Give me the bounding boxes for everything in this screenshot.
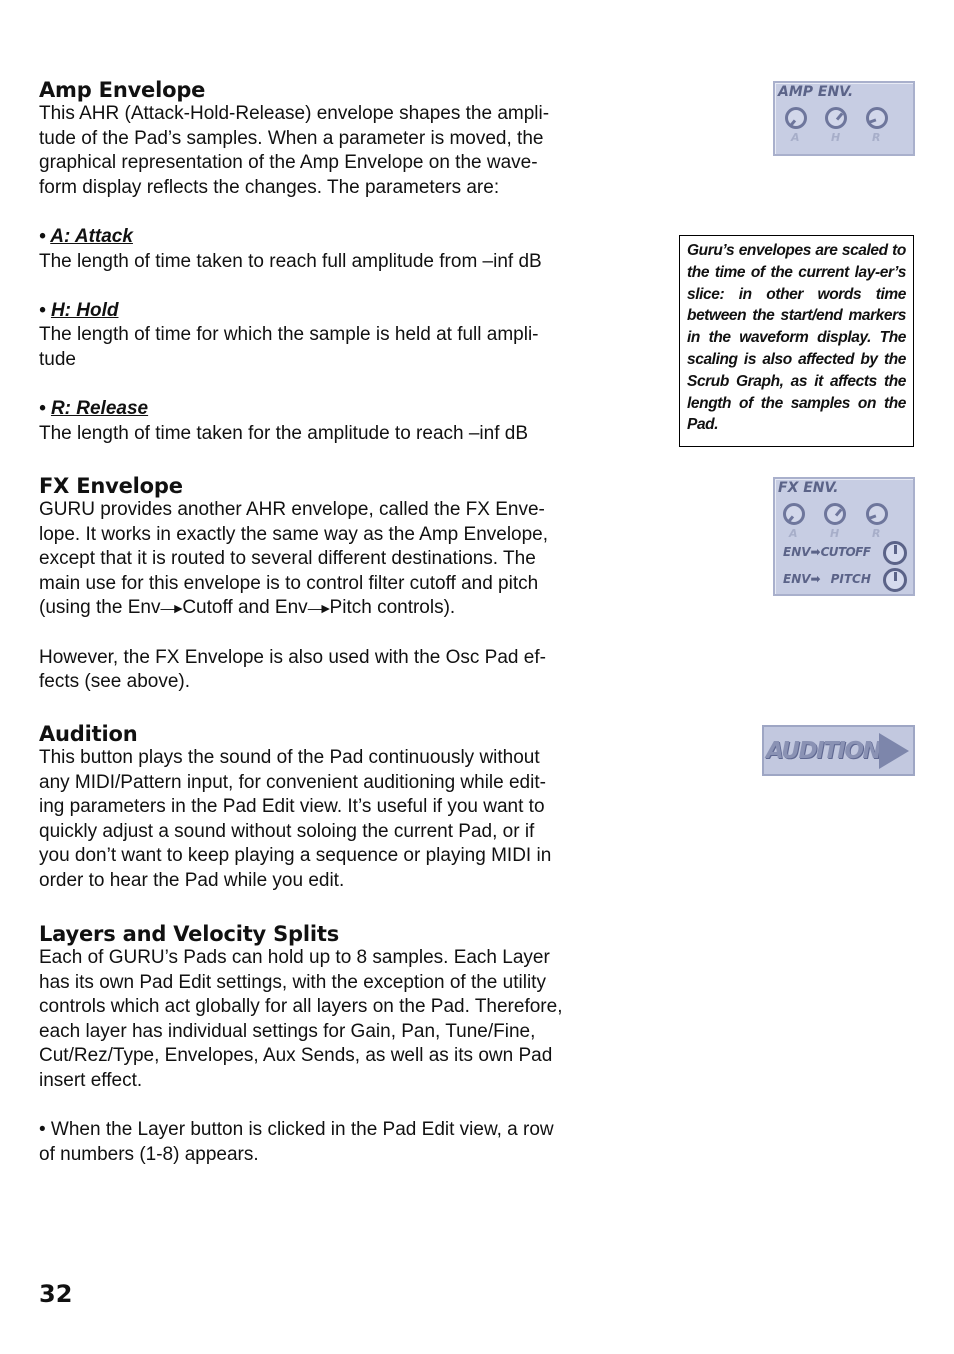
fx-envelope-heading: FX Envelope xyxy=(39,474,183,498)
amp-envelope-section xyxy=(39,78,604,446)
arrow-icon: —► xyxy=(307,600,330,617)
hold-param-label: • H: Hold xyxy=(39,299,119,321)
layers-line: each layer has individual settings for Gain, Pan, Tune/Fine, xyxy=(39,1020,536,1042)
fx-hold-knob-label: H xyxy=(830,527,840,540)
fx-line: main use for this envelope is to control filter cutoff and pitch xyxy=(39,572,539,594)
layers-line: Each of GURU’s Pads can hold up to 8 samples. Each Layer xyxy=(39,947,550,968)
amp-line: This AHR (Attack-Hold-Release) envelope shapes the ampli- xyxy=(39,103,550,124)
fx-release-knob[interactable] xyxy=(866,503,888,525)
attack-knob[interactable] xyxy=(785,107,807,129)
fx-attack-knob[interactable] xyxy=(783,503,805,525)
audition-section xyxy=(39,722,604,894)
amp-line: form display reflects the changes. The parameters are: xyxy=(39,176,500,198)
fx-release-knob-label: R xyxy=(872,527,881,540)
layers-section xyxy=(39,922,609,1167)
fx-envelope-section xyxy=(39,474,604,695)
audition-button-label: AUDITION xyxy=(766,738,881,764)
audition-line: ing parameters in the Pad Edit view. It’s useful if you want to xyxy=(39,796,545,818)
env-cutoff-label: ENV➡CUTOFF xyxy=(783,545,871,559)
audition-line: This button plays the sound of the Pad continuously without xyxy=(39,747,540,768)
amp-line: tude of the Pad’s samples. When a parameter is moved, the xyxy=(39,127,544,149)
fx-line: lope. It works in exactly the same way as the Amp Envelope, xyxy=(39,523,549,545)
layers-heading: Layers and Velocity Splits xyxy=(39,922,340,946)
audition-button[interactable] xyxy=(762,725,915,776)
fx-line: fects (see above). xyxy=(39,671,191,693)
layers-line: insert effect. xyxy=(39,1069,143,1091)
layers-line: has its own Pad Edit settings, with the exception of the utility xyxy=(39,971,546,993)
fx-line: However, the FX Envelope is also used with the Osc Pad ef- xyxy=(39,646,546,668)
layers-line: of numbers (1-8) appears. xyxy=(39,1143,259,1165)
amp-env-title: AMP ENV. xyxy=(778,84,854,100)
audition-heading: Audition xyxy=(39,722,138,746)
layers-line: • When the Layer button is clicked in the Pad Edit view, a row xyxy=(39,1119,554,1141)
arrow-icon: ➡ xyxy=(810,572,821,586)
layers-line: controls which act globally for all layers on the Pad. Therefore, xyxy=(39,996,563,1018)
fx-line: except that it is routed to several different destinations. The xyxy=(39,548,536,570)
attack-param-label: • A: Attack xyxy=(39,225,133,247)
release-param-label: • R: Release xyxy=(39,398,149,420)
fx-env-title: FX ENV. xyxy=(778,480,839,496)
fx-env-panel xyxy=(773,477,915,596)
fx-attack-knob-label: A xyxy=(789,527,798,540)
hold-description: tude xyxy=(39,348,76,370)
amp-env-panel xyxy=(773,81,915,156)
audition-line: order to hear the Pad while you edit. xyxy=(39,869,345,891)
release-description: The length of time taken for the amplitude to reach –inf dB xyxy=(39,422,529,444)
audition-line: quickly adjust a sound without soloing the current Pad, or if xyxy=(39,820,535,842)
fx-line: (using the Env—►Cutoff and Env—►Pitch controls). xyxy=(39,597,456,619)
arrow-icon: —► xyxy=(160,600,183,617)
arrow-icon: ➡ xyxy=(810,545,821,559)
audition-line: any MIDI/Pattern input, for convenient auditioning while edit- xyxy=(39,771,546,793)
envelope-scaling-note: Guru’s envelopes are scaled to the time of the current lay-er’s slice: in other words time between the start/end markers in the waveform display. The scaling is also affected by the Scrub Graph, as it affects the length of the samples on the Pad. xyxy=(679,235,914,447)
env-pitch-knob[interactable] xyxy=(883,568,907,592)
env-pitch-label: ENV➡ PITCH xyxy=(783,572,871,586)
env-cutoff-knob[interactable] xyxy=(883,541,907,565)
fx-line: GURU provides another AHR envelope, called the FX Enve- xyxy=(39,499,545,520)
amp-envelope-heading: Amp Envelope xyxy=(39,78,206,102)
hold-knob-label: H xyxy=(831,131,841,144)
release-knob[interactable] xyxy=(866,107,888,129)
hold-knob[interactable] xyxy=(825,107,847,129)
attack-description: The length of time taken to reach full amplitude from –inf dB xyxy=(39,250,542,272)
page-number: 32 xyxy=(39,1280,73,1308)
amp-line: graphical representation of the Amp Envelope on the wave- xyxy=(39,152,538,174)
audition-line: you don’t want to keep playing a sequence or playing MIDI in xyxy=(39,845,552,867)
hold-description: The length of time for which the sample is held at full ampli- xyxy=(39,324,539,346)
fx-hold-knob[interactable] xyxy=(824,503,846,525)
layers-line: Cut/Rez/Type, Envelopes, Aux Sends, as well as its own Pad xyxy=(39,1045,553,1067)
release-knob-label: R xyxy=(872,131,881,144)
attack-knob-label: A xyxy=(791,131,800,144)
play-icon xyxy=(879,733,909,769)
